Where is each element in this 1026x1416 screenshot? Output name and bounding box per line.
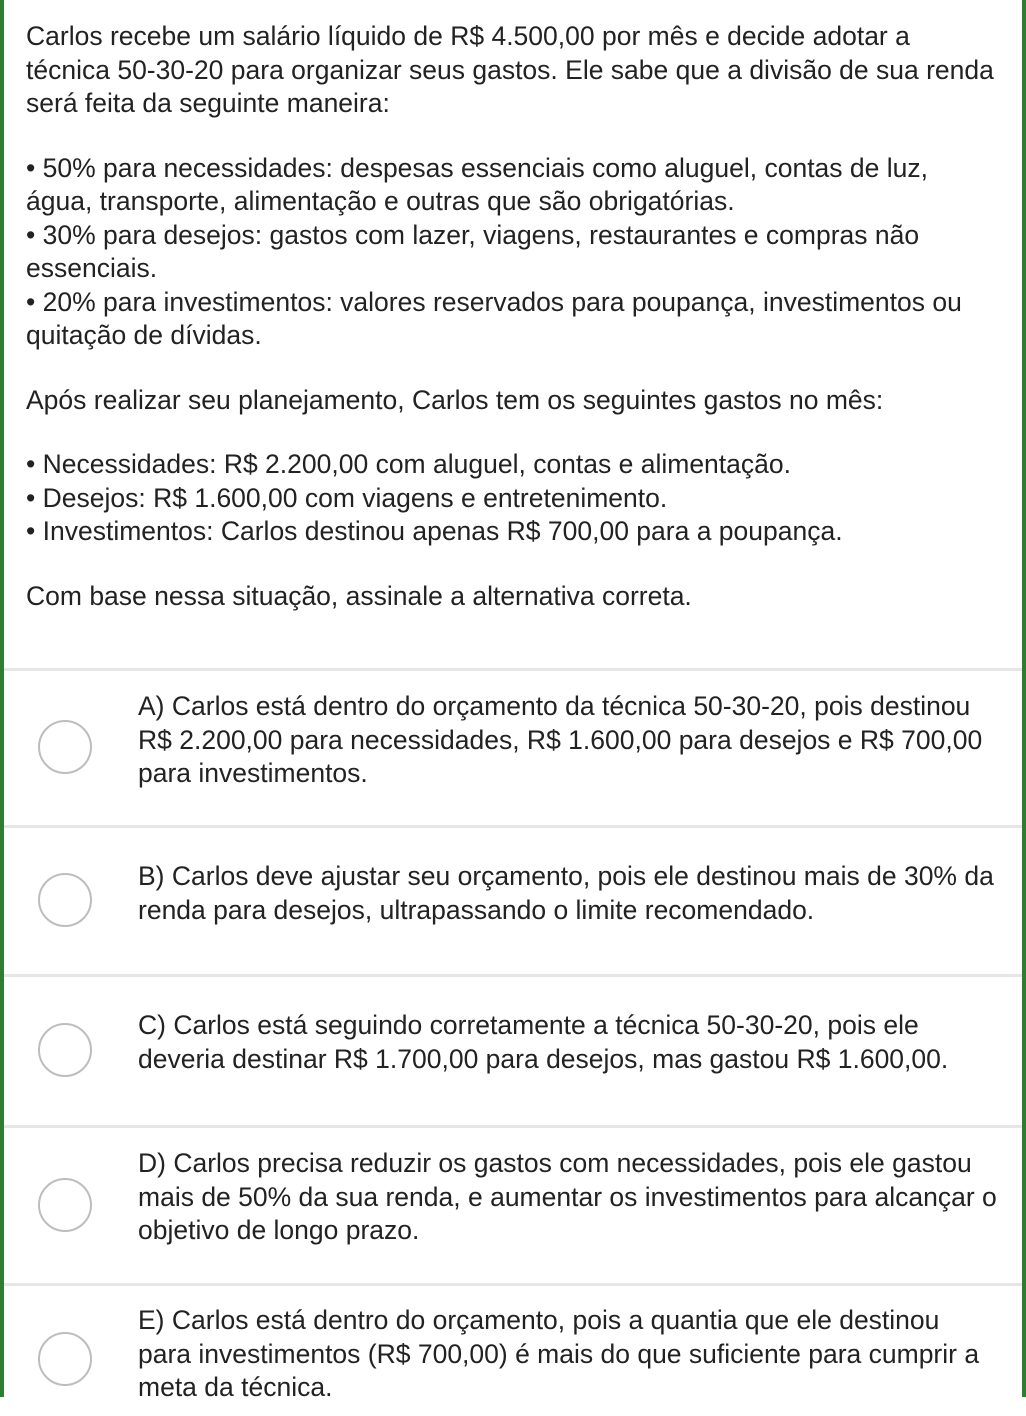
option-a[interactable]: [4, 668, 1022, 825]
option-c[interactable]: [4, 974, 1022, 1125]
radio-circle-icon[interactable]: [38, 1023, 92, 1077]
rule-wants: • 30% para desejos: gastos com lazer, viagens, restaurantes e compras não essenciais.: [26, 219, 920, 283]
answer-options: [4, 668, 1022, 1416]
expense-investments: • Investimentos: Carlos destinou apenas R$ 700,00 para a poupança.: [26, 516, 843, 546]
expenses-intro: Após realizar seu planejamento, Carlos tem os seguintes gastos no mês:: [26, 384, 884, 415]
right-accent-bar: [1022, 0, 1026, 1397]
option-d-text: D) Carlos precisa reduzir os gastos com necessidades, pois ele gastou mais de 50% da sua renda, e aumentar os investimentos para alcançar o objetivo de longo prazo.: [138, 1148, 997, 1245]
option-a-text: A) Carlos está dentro do orçamento da técnica 50-30-20, pois destinou R$ 2.200,00 para necessidades, R$ 1.600,00 para desejos e R$ 700,00 para investimentos.: [138, 691, 983, 788]
rule-investments: • 20% para investimentos: valores reservados para poupança, investimentos ou quitação de dívidas.: [26, 286, 962, 350]
option-b-text: B) Carlos deve ajustar seu orçamento, pois ele destinou mais de 30% da renda para desejos, ultrapassando o limite recomendado.: [138, 861, 994, 925]
option-e[interactable]: [4, 1283, 1022, 1416]
option-d[interactable]: [4, 1125, 1022, 1283]
expense-needs: • Necessidades: R$ 2.200,00 com aluguel, contas e alimentação.: [26, 449, 791, 479]
option-e-text: E) Carlos está dentro do orçamento, pois a quantia que ele destinou para investimentos (R$ 700,00) é mais do que suficiente para cumprir a meta da técnica.: [138, 1305, 980, 1402]
rule-needs: • 50% para necessidades: despesas essenciais como aluguel, contas de luz, água, transporte, alimentação e outras que são obrigatórias.: [26, 152, 928, 216]
radio-circle-icon[interactable]: [38, 873, 92, 927]
question-prompt: Com base nessa situação, assinale a alternativa correta.: [26, 580, 692, 611]
radio-circle-icon[interactable]: [38, 720, 92, 774]
radio-circle-icon[interactable]: [38, 1178, 92, 1232]
radio-circle-icon[interactable]: [38, 1332, 92, 1386]
expense-wants: • Desejos: R$ 1.600,00 com viagens e entretenimento.: [26, 482, 668, 513]
question-intro: Carlos recebe um salário líquido de R$ 4.500,00 por mês e decide adotar a técnica 50-30-20 para organizar seus gastos. Ele sabe que a divisão de sua renda será feita da seguinte maneira:: [26, 21, 994, 118]
option-c-text: C) Carlos está seguindo corretamente a técnica 50-30-20, pois ele deveria destinar R$ 1.700,00 para desejos, mas gastou R$ 1.600,00.: [138, 1010, 949, 1074]
question-stem: [26, 20, 1001, 613]
option-b[interactable]: [4, 825, 1022, 974]
